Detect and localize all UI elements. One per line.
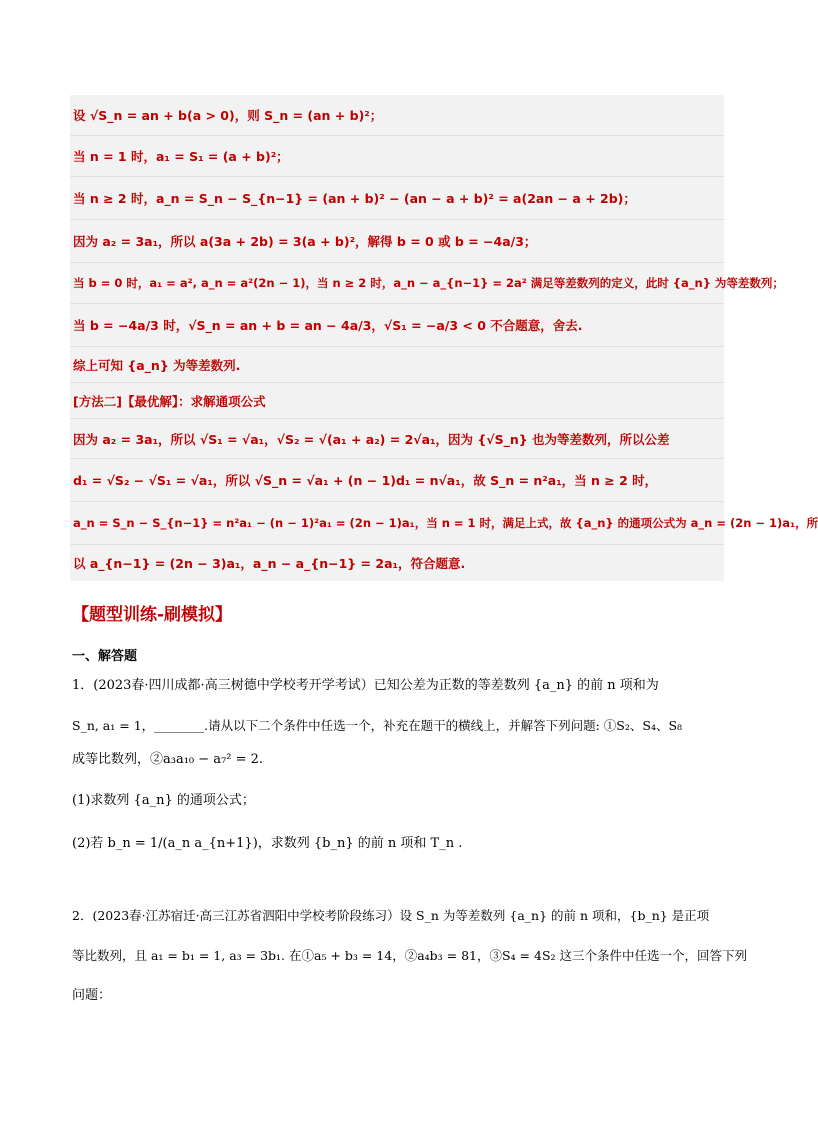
solution-line: 当 n ≥ 2 时，a_n = S_n − S_{n−1} = (an + b)² − (an − a + b)² = a(2an − a + 2b)； xyxy=(70,177,724,220)
section-title: 【题型训练-刷模拟】 xyxy=(72,605,233,625)
solution-box xyxy=(70,95,818,581)
question-2-text: 2．(2023春·江苏宿迁·高三江苏省泗阳中学校考阶段练习）设 S_n 为等差数列 {a_n} 的前 n 项和，{b_n} 是正项 xyxy=(72,908,710,923)
solution-line: 以 a_{n−1} = (2n − 3)a₁，a_n − a_{n−1} = 2a₁，符合题意. xyxy=(73,556,466,571)
question-type-heading: 一、解答题 xyxy=(72,649,138,664)
solution-line: 因为 a₂ = 3a₁，所以 a(3a + 2b) = 3(a + b)²，解得 b = 0 或 b = −4a/3； xyxy=(70,220,724,263)
question-1-part-1: (1)求数列 {a_n} 的通项公式； xyxy=(72,793,255,808)
solution-line: d₁ = √S₂ − √S₁ = √a₁，所以 √S_n = √a₁ + (n − 1)d₁ = n√a₁，故 S_n = n²a₁，当 n ≥ 2 时， xyxy=(70,459,724,502)
solution-line: 当 b = −4a/3 时，√S_n = an + b = an − 4a/3，√S₁ = −a/3 < 0 不合题意，舍去. xyxy=(70,304,724,347)
solution-line: a_n = S_n − S_{n−1} = n²a₁ − (n − 1)²a₁ = (2n − 1)a₁，当 n = 1 时，满足上式，故 {a_n} 的通项公式为 a_n = (2n − 1)a₁，所 xyxy=(70,502,724,545)
method-heading: [方法二]【最优解】：求解通项公式 xyxy=(70,383,724,419)
question-1-part-2: (2)若 b_n = 1/(a_n a_{n+1})，求数列 {b_n} 的前 n 项和 T_n . xyxy=(72,836,463,851)
solution-line: 设 √S_n = an + b(a > 0)，则 S_n = (an + b)²； xyxy=(70,95,724,136)
question-2-text: 等比数列，且 a₁ = b₁ = 1, a₃ = 3b₁. 在①a₅ + b₃ = 14，②a₄b₃ = 81，③S₄ = 4S₂ 这三个条件中任选一个，回答下列 xyxy=(72,948,748,963)
question-1-text: 成等比数列，②a₃a₁₀ − a₇² = 2. xyxy=(72,752,264,767)
question-1-text: S_n, a₁ = 1，________.请从以下二个条件中任选一个，补充在题干的横线上，并解答下列问题: ①S₂、S₄、S₈ xyxy=(72,718,683,733)
solution-line: 因为 a₂ = 3a₁，所以 √S₁ = √a₁，√S₂ = √(a₁ + a₂) = 2√a₁，因为 {√S_n} 也为等差数列，所以公差 xyxy=(70,419,724,459)
question-1-text: 1．(2023春·四川成都·高三树德中学校考开学考试）已知公差为正数的等差数列 {a_n} 的前 n 项和为 xyxy=(72,678,659,693)
solution-line: 当 n = 1 时，a₁ = S₁ = (a + b)²； xyxy=(70,136,724,177)
solution-line: 综上可知 {a_n} 为等差数列. xyxy=(70,347,724,383)
solution-line: 当 b = 0 时，a₁ = a², a_n = a²(2n − 1)，当 n ≥ 2 时，a_n − a_{n−1} = 2a² 满足等差数列的定义，此时 {a_n} 为等差数列； xyxy=(70,263,724,304)
question-2-text: 问题： xyxy=(72,988,112,1003)
